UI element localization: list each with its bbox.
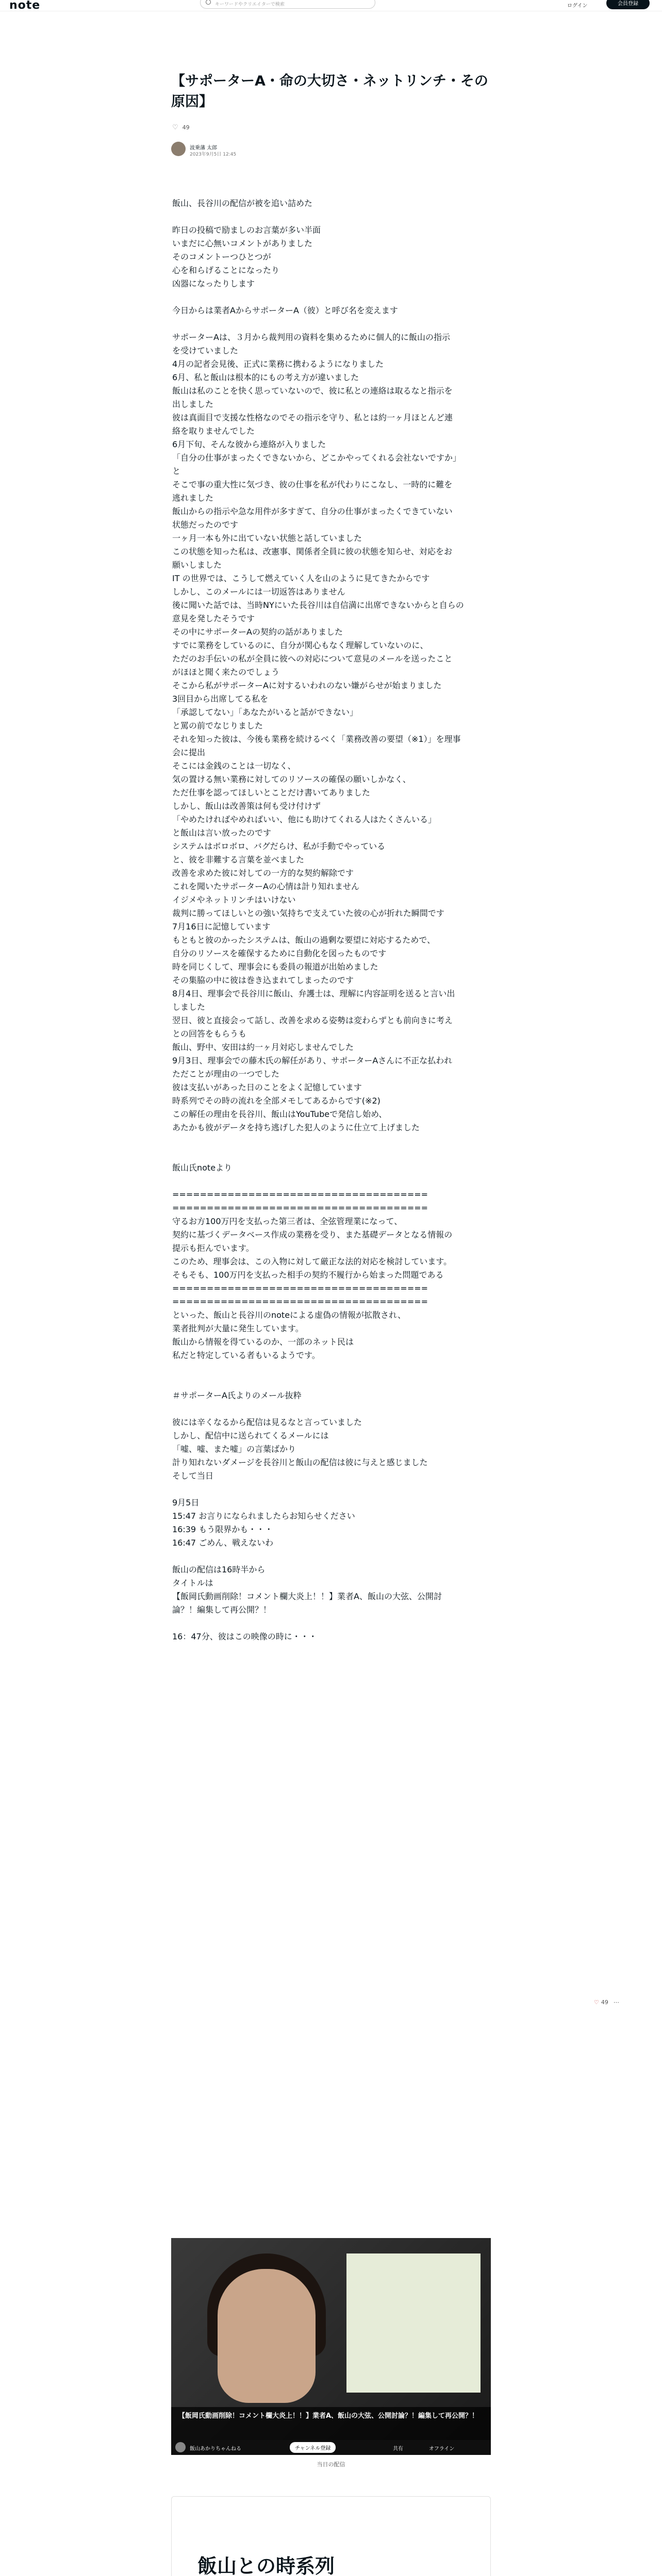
video-caption: 当日の配信	[317, 2461, 345, 2468]
body-line: 後に聞いた話では、当時NYにいた長谷川は自信満に出席できないからと自らの	[172, 600, 464, 610]
body-line	[172, 1483, 494, 1496]
article-body	[172, 197, 494, 1643]
body-line: がほほと聞く来たのでしょう	[172, 667, 280, 677]
body-line: 今日からは業者AからサポーターA（彼）と呼び名を変えます	[172, 306, 398, 315]
body-line: と	[172, 466, 181, 476]
body-line: 飯山からの指示や急な用件が多すぎて、自分の仕事がまったくできていない	[172, 506, 453, 516]
channel-avatar[interactable]	[175, 2442, 186, 2452]
floating-like-bar	[594, 1999, 619, 2006]
avatar[interactable]	[171, 142, 186, 156]
body-line: 16：47分、彼はこの映像の時に・・・	[172, 1632, 317, 1641]
body-line: =====================================	[172, 1203, 428, 1213]
video-person-face	[218, 2269, 316, 2403]
body-line: そして当日	[172, 1471, 214, 1481]
floating-like-count: 49	[601, 1999, 608, 2006]
body-line: 気の置ける無い業務に対してのリソースの確保の願いしかなく、	[172, 774, 411, 784]
note-logo[interactable]: note	[9, 0, 41, 12]
body-line: すでに業務をしているのに、自分が関心もなく理解していないのに、	[172, 640, 428, 650]
body-line: しかし、配信中に送られてくるメールには	[172, 1431, 329, 1440]
body-line: これを聞いたサポーターAの心情は計り知れません	[172, 882, 359, 891]
body-line: 16:39 もう限界かも・・・	[172, 1524, 273, 1534]
body-line: 逃れました	[172, 493, 214, 503]
body-line: しかし、飯山は改善策は何も受け付けず	[172, 801, 321, 811]
body-line: 一ヶ月一本も外に出ていない状態と話していました	[172, 533, 362, 543]
body-line: といった、飯山と長谷川のnoteによる虚偽の情報が拡散され、	[172, 1310, 406, 1320]
more-icon[interactable]: ⋯	[613, 1999, 619, 2006]
heart-icon[interactable]: ♡	[172, 124, 178, 131]
body-line: システムはボロボロ、バグだらけ、私が手動でやっている	[172, 841, 386, 851]
body-line: 【飯岡氏動画削除！コメント欄大炎上！！】業者A、飯山の大弦、公開討	[172, 1591, 442, 1601]
body-line: 時系列でその時の流れを全部メモしてあるからです(※2)	[172, 1096, 380, 1106]
embedded-note-card[interactable]	[171, 2496, 491, 2576]
body-line: 4月の記者会見後、正式に業務に携わるようになりました	[172, 359, 384, 369]
body-line: 彼には辛くなるから配信は見るなと言っていました	[172, 1417, 362, 1427]
body-line: 16:47 ごめん、戦えないわ	[172, 1538, 274, 1548]
body-line: 飯山、長谷川の配信が被を追い詰めた	[172, 198, 313, 208]
channel-name[interactable]: 飯山あかりちゃんねる	[190, 2446, 241, 2452]
body-line: この状態を知った私は、改憲事、関係者全員に彼の状態を知らせ、対応をお	[172, 547, 453, 556]
article-title: 【サポーターA・命の大切さ・ネットリンチ・その原因】	[171, 73, 488, 110]
body-line: そのコメントーつひとつが	[172, 252, 271, 262]
author-name[interactable]: 波乗藩 太郎	[190, 145, 218, 151]
body-line: あたかも彼がデータを持ち逃げした犯人のように仕立て上げました	[172, 1123, 420, 1132]
video-document-card	[346, 2253, 481, 2393]
body-line: 飯山氏noteより	[172, 1163, 233, 1173]
body-line: 会に提出	[172, 748, 206, 757]
body-line: 15:47 お言りになられましたらお知らせください	[172, 1511, 355, 1521]
login-link[interactable]: ログイン	[567, 3, 588, 9]
top-navigation-bar	[0, 0, 662, 11]
body-line: =====================================	[172, 1297, 428, 1307]
body-line	[172, 291, 494, 304]
body-line: 提示も拒んでいます。	[172, 1243, 254, 1253]
body-line: 改善を求めた彼に対しての一方的な契約解除です	[172, 868, 354, 878]
search-placeholder: キーワードやクリエイターで検索	[215, 2, 285, 7]
body-line: 時を同じくして、理事会にも委員の報道が出始めました	[172, 962, 378, 972]
title-like-row	[172, 124, 190, 131]
body-line	[172, 1148, 494, 1161]
body-line: この解任の理由を長谷川、飯山はYouTubeで発信し始め、	[172, 1109, 387, 1119]
body-line: と罵の前でなじりました	[172, 721, 263, 731]
video-title: 【飯岡氏動画削除！コメント欄大炎上！！】業者A、飯山の大弦、公開討論？！編集して再公開？！	[171, 2407, 491, 2440]
signup-button[interactable]: 会員登録	[606, 0, 650, 9]
body-line: 飯山の配信は16時半から	[172, 1565, 266, 1574]
body-line	[172, 1362, 494, 1376]
body-line: 「承認してない」「あなたがいると話ができない」	[172, 707, 358, 717]
body-line: それを知った彼は、今後も業務を続けるべく「業務改善の要望（※1）」を理事	[172, 734, 461, 744]
body-line	[172, 210, 494, 224]
body-line: 9月5日	[172, 1498, 200, 1507]
body-line: ＃サポーターA氏よりのメール抜粋	[172, 1391, 302, 1400]
body-line: との回答をもらうも	[172, 1029, 247, 1039]
body-line: 自分のリソースを確保するために自動化を図ったものです	[172, 948, 387, 958]
body-line: 7月16日に記憶しています	[172, 922, 271, 931]
embed-title: 飯山との時系列	[197, 2555, 335, 2576]
body-line: いまだに心無いコメントがありました	[172, 239, 313, 248]
body-line	[172, 1175, 494, 1188]
body-line: 裁判に勝ってほしいとの強い気持ちで支えていた彼の心が折れた瞬間です	[172, 908, 444, 918]
body-line: と飯山は言い放ったのです	[172, 828, 272, 838]
body-line: ただ仕事を認ってほしいとことだけ書いてありました	[172, 788, 371, 798]
like-count: 49	[182, 124, 190, 131]
body-line: 守るお方100万円を支払った第三者は、全弦管理業になって、	[172, 1216, 403, 1226]
body-line: このため、理事会は、この入物に対して厳正な法的対応を検討しています。	[172, 1257, 452, 1266]
body-line: 飯山は私のことを快く思っていないので、彼に私との連絡は取るなと指示を	[172, 386, 453, 396]
body-line: 昨日の投稿で励ましのお言葉が多い半面	[172, 225, 321, 235]
body-line: と、彼を非難する言葉を並べました	[172, 855, 305, 865]
body-line	[172, 1376, 494, 1389]
share-button[interactable]: 共有	[393, 2446, 403, 2452]
body-line: =====================================	[172, 1283, 428, 1293]
embedded-video[interactable]	[171, 2238, 491, 2455]
body-line: イジメやネットリンチはいけない	[172, 895, 296, 905]
body-line: 心を和らげることになったり	[172, 265, 280, 275]
body-line: 翌日、彼と直接会って話し、改善を求める姿勢は変わらずとも前向きに考え	[172, 1015, 453, 1025]
body-line: しかし、このメールには一切返答はありません	[172, 587, 345, 597]
body-line: 6月下旬、そんな彼から連絡が入りました	[172, 439, 326, 449]
body-line: 飯山から情報を得ているのか、一部のネット民は	[172, 1337, 354, 1347]
heart-icon[interactable]: ♡	[594, 1999, 599, 2006]
body-line: そこで事の重大性に気づき、彼の仕事を私が代わりにこなし、一時的に難を	[172, 480, 453, 489]
body-line: 計り知れないダメージを長谷川と飯山の配信は彼に与えと感じました	[172, 1458, 428, 1467]
body-line: =====================================	[172, 1190, 428, 1199]
body-line: 状態だったのです	[172, 520, 239, 530]
body-line: その中にサポーターAの契約の話がありました	[172, 627, 343, 637]
body-line: タイトルは	[172, 1578, 213, 1588]
body-line: 意見を発したそうです	[172, 614, 255, 623]
body-line	[172, 317, 494, 331]
video-channel-bar	[171, 2440, 491, 2455]
body-line	[172, 1402, 494, 1416]
body-line: 凶器になったりします	[172, 279, 255, 289]
download-button[interactable]: オフライン	[429, 2446, 455, 2452]
body-line: 「嘘、嘘、また嘘」の言葉ばかり	[172, 1444, 296, 1454]
body-line: そこには金銭のことは一切なく、	[172, 761, 296, 771]
body-line	[172, 1617, 494, 1630]
body-line: 9月3日、理事会での藤木氏の解任があり、サポーターAさんに不正な払われ	[172, 1056, 453, 1065]
body-line: 「やめたければやめればいい、他にも助けてくれる人はたくさんいる」	[172, 815, 437, 824]
body-line: 飯山、野中、安田は約一ヶ月対応しませんでした	[172, 1042, 354, 1052]
body-line: しました	[172, 1002, 206, 1012]
body-line: 3回目から出席してる私を	[172, 694, 269, 704]
body-line	[172, 1550, 494, 1563]
publish-date: 2023年9月5日 12:45	[190, 152, 237, 157]
body-line: 業者批判が大量に発生しています。	[172, 1324, 304, 1333]
body-line: 「自分の仕事がまったくできないから、どこかやってくれる会社ないですか」	[172, 453, 461, 463]
body-line: 願いしました	[172, 560, 222, 570]
body-line: を受けていました	[172, 346, 239, 355]
body-line: 絡を取りませんでした	[172, 426, 255, 436]
body-line: ただことが理由の一つでした	[172, 1069, 280, 1079]
body-line: もともと彼のかったシステムは、飯山の過剰な要望に対応するためで、	[172, 935, 436, 945]
body-line: サポーターAは、３月から裁判用の資料を集めるために個人的に飯山の指示	[172, 332, 450, 342]
body-line: 私だと特定している者もいるようです。	[172, 1350, 320, 1360]
body-line: 彼は支払いがあった日のことをよく記憶しています	[172, 1082, 362, 1092]
body-line: 彼は真面目で支援な性格なのでその指示を守り、私とは約一ヶ月ほとんど連	[172, 413, 453, 422]
body-line: 6月、私と飯山は根本的にもの考え方が違いました	[172, 372, 359, 382]
body-line: そこから私がサポーターAに対するいわれのない嫌がらせが始まりました	[172, 681, 442, 690]
body-line	[172, 1134, 494, 1148]
body-line: 契約に基づくデータベース作成の業務を受り、また基礎データとなる情報の	[172, 1230, 453, 1240]
body-line: 論？！編集して再公開？！	[172, 1605, 272, 1615]
body-line: 8月4日、理事会で長谷川に飯山、弁護士は、理解に内容証明を送ると言い出	[172, 989, 455, 998]
body-line: 出しました	[172, 399, 214, 409]
body-line: そもそも、100万円を支払った相手の契約不履行から始まった問題である	[172, 1270, 444, 1280]
search-input[interactable]	[200, 0, 375, 9]
body-line: その集脇の中に彼は巻き込まれてしまったのです	[172, 975, 354, 985]
body-line: IT の世界では、こうして燃えていく人を山のように見てきたからです	[172, 573, 430, 583]
search-icon	[206, 0, 211, 5]
body-line: ただのお手伝いの私が全員に彼への対応について意見のメールを送ったこと	[172, 654, 453, 664]
subscribe-button[interactable]: チャンネル登録	[290, 2442, 336, 2453]
